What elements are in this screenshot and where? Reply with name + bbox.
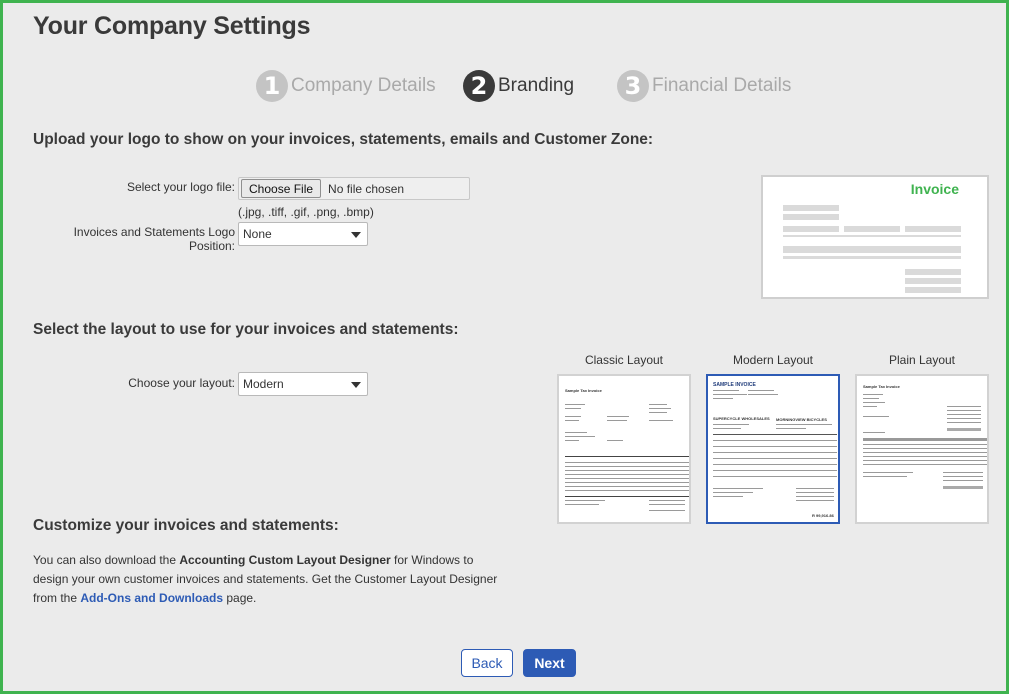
add-ons-downloads-link[interactable]: Add-Ons and Downloads (80, 591, 224, 605)
back-button[interactable]: Back (461, 649, 513, 677)
choose-layout-value: Modern (243, 377, 284, 391)
thumb-header: Sample Tax Invoice (863, 384, 900, 389)
classic-layout-caption: Classic Layout (584, 353, 664, 367)
text-after: page. (223, 591, 257, 605)
thumb-header: Sample Tax Invoice (565, 388, 602, 393)
layout-section-heading: Select the layout to use for your invoices and statements: (33, 321, 459, 338)
logo-file-label: Select your logo file: (126, 180, 235, 194)
page-title: Your Company Settings (33, 12, 311, 40)
choose-file-button[interactable]: Choose File (241, 179, 321, 198)
plain-layout-thumbnail[interactable] (855, 374, 989, 524)
logo-position-value: None (243, 227, 272, 241)
logo-file-input[interactable] (238, 177, 470, 200)
logo-position-select[interactable] (238, 222, 368, 246)
thumb-company: SUPERCYCLE WHOLESALES (713, 416, 770, 421)
invoice-preview-title: Invoice (910, 181, 959, 197)
chevron-down-icon (351, 232, 361, 238)
plain-layout-caption: Plain Layout (888, 353, 956, 367)
step-branding (463, 69, 574, 103)
step-number: 2 (463, 70, 495, 102)
classic-layout-thumbnail[interactable] (557, 374, 691, 524)
file-status: No file chosen (328, 181, 405, 196)
chevron-down-icon (351, 382, 361, 388)
modern-layout-caption: Modern Layout (732, 353, 814, 367)
thumb-header: SAMPLE INVOICE (713, 382, 756, 388)
modern-layout-thumbnail[interactable] (706, 374, 840, 524)
logo-position-label: Invoices and Statements Logo Position: (73, 225, 235, 253)
choose-layout-select[interactable] (238, 372, 368, 396)
step-number: 1 (256, 70, 288, 102)
thumb-customer: MORNINGVIEW BICYCLES (776, 417, 827, 422)
next-button[interactable]: Next (523, 649, 576, 677)
choose-layout-label: Choose your layout: (128, 376, 235, 390)
text-before: You can also download the (33, 553, 180, 567)
file-type-hint: (.jpg, .tiff, .gif, .png, .bmp) (238, 205, 374, 219)
thumb-total: R 99,916.86 (812, 513, 834, 518)
customize-description (33, 551, 503, 608)
step-company-details (256, 69, 436, 103)
logo-section-heading: Upload your logo to show on your invoices, statements, emails and Customer Zone: (33, 131, 654, 148)
text-middle: for Windows to design your own customer invoices and statements. Get the Customer Layout Designer from the (33, 553, 498, 605)
invoice-logo-preview (761, 175, 989, 299)
step-label: Company Details (291, 75, 436, 96)
customize-section-heading: Customize your invoices and statements: (33, 517, 339, 534)
step-label: Branding (498, 75, 575, 96)
step-label: Financial Details (652, 75, 792, 96)
step-number: 3 (617, 70, 649, 102)
designer-name: Accounting Custom Layout Designer (179, 553, 391, 567)
step-financial-details (617, 69, 791, 103)
